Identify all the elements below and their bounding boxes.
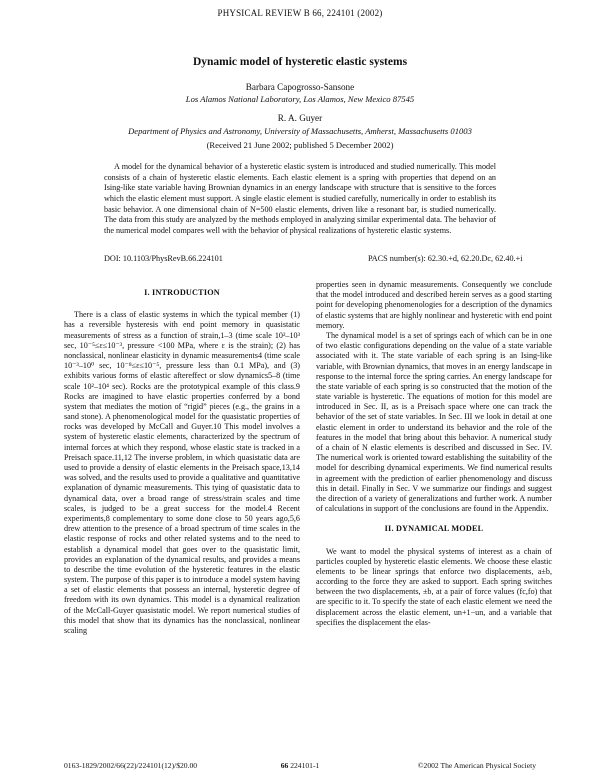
author-name-2: R. A. Guyer bbox=[277, 113, 323, 123]
author-name-1: Barbara Capogrosso-Sansone bbox=[245, 82, 355, 92]
received-dates: (Received 21 June 2002; published 5 December 2002) bbox=[206, 140, 394, 150]
footer-volume: 66 bbox=[280, 761, 289, 770]
abstract: A model for the dynamical behavior of a hysteretic elastic system is introduced and studied numerically. This model consists of a chain of hysteretic elastic elements. Each elastic element is a spring with properties that depend on an Ising-like state variable having Brownian dynamics in an energy landscape with structure that is sensitive to the forces which the elastic element must support. A single elastic element is studied carefully, numerically in order to establish its basic behavior. A one dimensional chain of N=500 elastic elements, driven like a resonant bar, is studied numerically. The data from this study are analyzed by the methods employed in analyzing similar experimental data. The behavior of the numerical model compares well with the behavior of physical realizations of hysteretic elastic systems. bbox=[104, 162, 496, 235]
body-paragraph: We want to model the physical systems of interest as a chain of particles coupled by hysteretic elastic elements. We choose these elastic elements to be linear springs that enforce two displacements, a±b, according to the force they are asked to support. Each spring switches between the two displacements, ±b, at a pair of force values (fc,fo) that are specific to it. To specify the state of each elastic element we need the displacement across the elastic element, un+1−un, and a variable that specifies the displacement the elas- bbox=[316, 546, 552, 627]
body-paragraph: There is a class of elastic systems in which the typical member (1) has a reversible hysteresis with end point memory in quasistatic measurements of stress as a function of strain,1–3 (time scale 10²–10³ sec, 10⁻⁵≤ε≤10⁻³, pressure <100 MPa, where ε is the strain); (2) has nonclassical, nonlinear elasticity in dynamic measurements4 (time scale 10⁻³–10⁰ sec, 10⁻⁸≤ε≤10⁻⁵, pressure less than 0.1 MPa), and (3) exhibits various forms of elastic aftereffect or slow dynamics5–8 (time scale 10²–10⁴ sec). Rocks are the prototypical example of this class.9 Rocks are imagined to have elastic properties conferred by a bond system that mediates the motion of “rigid” pieces (e.g., the grains in a sand stone). A phenomenological model for the quasistatic properties of rocks was developed by McCall and Guyer.10 This model involves a system of hysteretic elastic elements, characterized by the spectrum of internal forces at which they respond, whose elastic state is tracked in a Preisach space.11,12 The inverse problem, in which quasistatic data are used to provide a density of elastic elements in the Preisach space,13,14 was solved, and the results used to provide a qualitative and quantitative explanation of dynamic measurements. This tying of quasistatic data to dynamical data, over a broad range of stress/strain scales and time scales, is judged to be a great success for the model.4 Recent experiments,8 complementary to some done close to 50 years ago,5,6 drew attention to the presence of a broad spectrum of time scales in the elastic response of rocks and other related systems and to the need to establish a dynamical model that goes over to the quasistatic limit, provides an explanation of the dynamical results, and provides a means to describe the time evolution of the hysteretic features in the elastic system. The purpose of this paper is to introduce a model system having a set of elastic elements that possess an internal, hysteretic degree of freedom with its own dynamics. This model is a dynamical realization of the McCall-Guyer quasistatic model. We report numerical studies of this model that show that its dynamics has the nonclassical, nonlinear scaling bbox=[64, 310, 300, 635]
journal-header: PHYSICAL REVIEW B 66, 224101 (2002) bbox=[217, 8, 383, 18]
footer-issn: 0163-1829/2002/66(22)/224101(12)/$20.00 bbox=[64, 761, 198, 770]
footer-article-page: 224101-1 bbox=[290, 761, 320, 770]
paper-title: Dynamic model of hysteretic elastic systems bbox=[192, 56, 408, 68]
author-affiliation-1: Los Alamos National Laboratory, Los Alamos, New Mexico 87545 bbox=[185, 94, 415, 104]
pacs-numbers: PACS number(s): 62.30.+d, 62.20.Dc, 62.40.+i bbox=[368, 254, 523, 263]
section-heading-dynamical-model: II. DYNAMICAL MODEL bbox=[384, 524, 484, 534]
footer-copyright: ©2002 The American Physical Society bbox=[417, 761, 536, 770]
left-column bbox=[64, 280, 300, 636]
author-affiliation-2: Department of Physics and Astronomy, University of Massachusetts, Amherst, Massachusetts 01003 bbox=[128, 126, 472, 136]
section-heading-introduction: I. INTRODUCTION bbox=[144, 288, 220, 297]
right-column bbox=[316, 280, 552, 628]
body-paragraph: The dynamical model is a set of springs each of which can be in one of two elastic configurations depending on the value of a state variable associated with it. The state variable of each spring is an Ising-like variable, with Brownian dynamics, that moves in an energy landscape in response to the internal force the spring carries. An energy landscape for the state variable of each spring is so constructed that the motion of the state variable is hysteretic. The equations of motion for this model are introduced in Sec. II, as is a Preisach space where one can track the behavior of the set of state variables. In Sec. III we look in detail at one elastic element in order to understand its behavior and the role of the features in the model that bring about this behavior. A numerical study of a chain of N elastic elements is described and discussed in Sec. IV. The numerical work is oriented toward establishing the suitability of the model for describing dynamical experiments. We find numerical results in agreement with the prediction of earlier phenomenology and discuss this in detail. Finally in Sec. V we summarize our findings and suggest the direction of a variety of generalizations and further work. A number of calculations in support of the conclusions are found in the Appendix. bbox=[316, 330, 552, 514]
doi: DOI: 10.1103/PhysRevB.66.224101 bbox=[104, 254, 223, 263]
body-paragraph: properties seen in dynamic measurements. Consequently we conclude that the model introduced and described herein serves as a good starting point for developing phenomenologies for a description of the dynamics of elastic systems that are highly nonlinear and hysteretic with end point memory. bbox=[316, 280, 552, 330]
